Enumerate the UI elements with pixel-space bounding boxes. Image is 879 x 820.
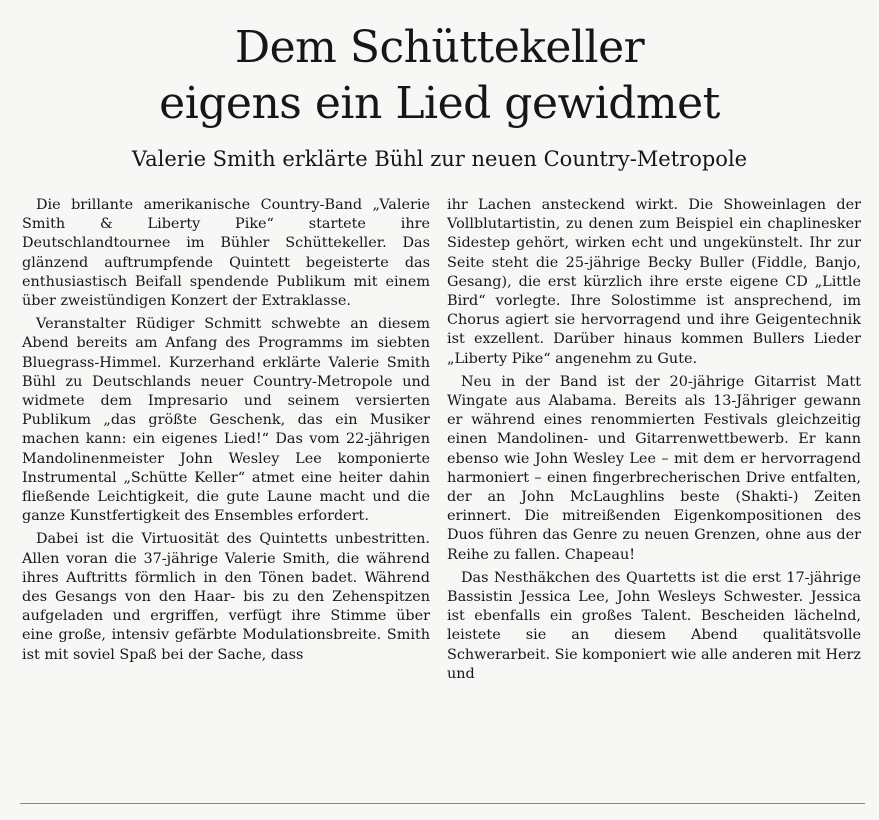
paragraph: Die brillante amerikanische Country-Band „Valerie Smith & Liberty Pike“ startete ihre Deutschlandtournee im Bühler Schüttekeller. Das glänzend auftrumpfende Quintett begeisterte das enthusiastisch Beifall spendende Publikum mit einem über zweistündigen Konzert der Extraklasse.: [22, 197, 430, 310]
headline-line-2: eigens ein Lied gewidmet: [159, 78, 720, 129]
left-column: [22, 196, 430, 669]
right-column: [447, 196, 861, 688]
paragraph: Dabei ist die Virtuosität des Quintetts unbestritten. Allen voran die 37-jährige Valerie Smith, die während ihres Auftritts förmlich in den Tönen badet. Während des Gesangs von den Haar- bis zu den Zehenspitzen aufgeladen und ergriffen, verfügt ihre Stimme über eine große, intensiv gefärbte Modulationsbreite. Smith ist mit soviel Spaß bei der Sache, dass: [22, 531, 430, 663]
paragraph: Das Nesthäkchen des Quartetts ist die erst 17-jährige Bassistin Jessica Lee, John Wesleys Schwester. Jessica ist ebenfalls ein großes Talent. Bescheiden lächelnd, leistete sie an diesem Abend qualitätsvolle Schwerarbeit. Sie komponiert wie alle anderen mit Herz und: [447, 569, 861, 682]
bottom-rule: [20, 803, 865, 804]
paragraph: Veranstalter Rüdiger Schmitt schwebte an diesem Abend bereits am Anfang des Programms im siebten Bluegrass-Himmel. Kurzerhand erklärte Valerie Smith Bühl zu Deutschlands neuer Country-Metropole und widmete dem Impresario und seinem versierten Publikum „das größte Geschenk, das ein Musiker machen kann: ein eigenes Lied!“ Das vom 22-jährigen Mandolinenmeister John Wesley Lee komponierte Instrumental „Schütte Keller“ atmet eine heiter dahin fließende Leichtigkeit, die gute Laune macht und die ganze Kunstfertigkeit des Ensembles erfordert.: [22, 316, 430, 525]
headline: [0, 20, 879, 132]
paragraph: Neu in der Band ist der 20-jährige Gitarrist Matt Wingate aus Alabama. Bereits als 13-Jähriger gewann er während eines renommierten Festivals gleichzeitig einen Mandolinen- und Gitarrenwettbewerb. Er kann ebenso wie John Wesley Lee – mit dem er hervorragend harmoniert – einen fingerbrecherischen Drive entfalten, der an John McLaughlins beste (Shakti-) Zeiten erinnert. Die mitreißenden Eigenkompositionen des Duos führen das Genre zu neuen Grenzen, ohne aus der Reihe zu fallen. Chapeau!: [447, 373, 861, 563]
headline-line-1: Dem Schüttekeller: [234, 22, 645, 73]
paragraph: ihr Lachen ansteckend wirkt. Die Showeinlagen der Vollblutartistin, zu denen zum Beispiel ein chaplinesker Sidestep gehört, wirken echt und ungekünstelt. Ihr zur Seite steht die 25-jährige Becky Buller (Fiddle, Banjo, Gesang), die erst kürzlich ihre erste eigene CD „Little Bird“ vorlegte. Ihre Solostimme ist ansprechend, im Chorus agiert sie hervorragend und ihre Geigentechnik ist exzellent. Darüber hinaus kommen Bullers Lieder „Liberty Pike“ angenehm zu Gute.: [447, 197, 861, 367]
subheadline: Valerie Smith erklärte Bühl zur neuen Country-Metropole: [131, 147, 748, 171]
